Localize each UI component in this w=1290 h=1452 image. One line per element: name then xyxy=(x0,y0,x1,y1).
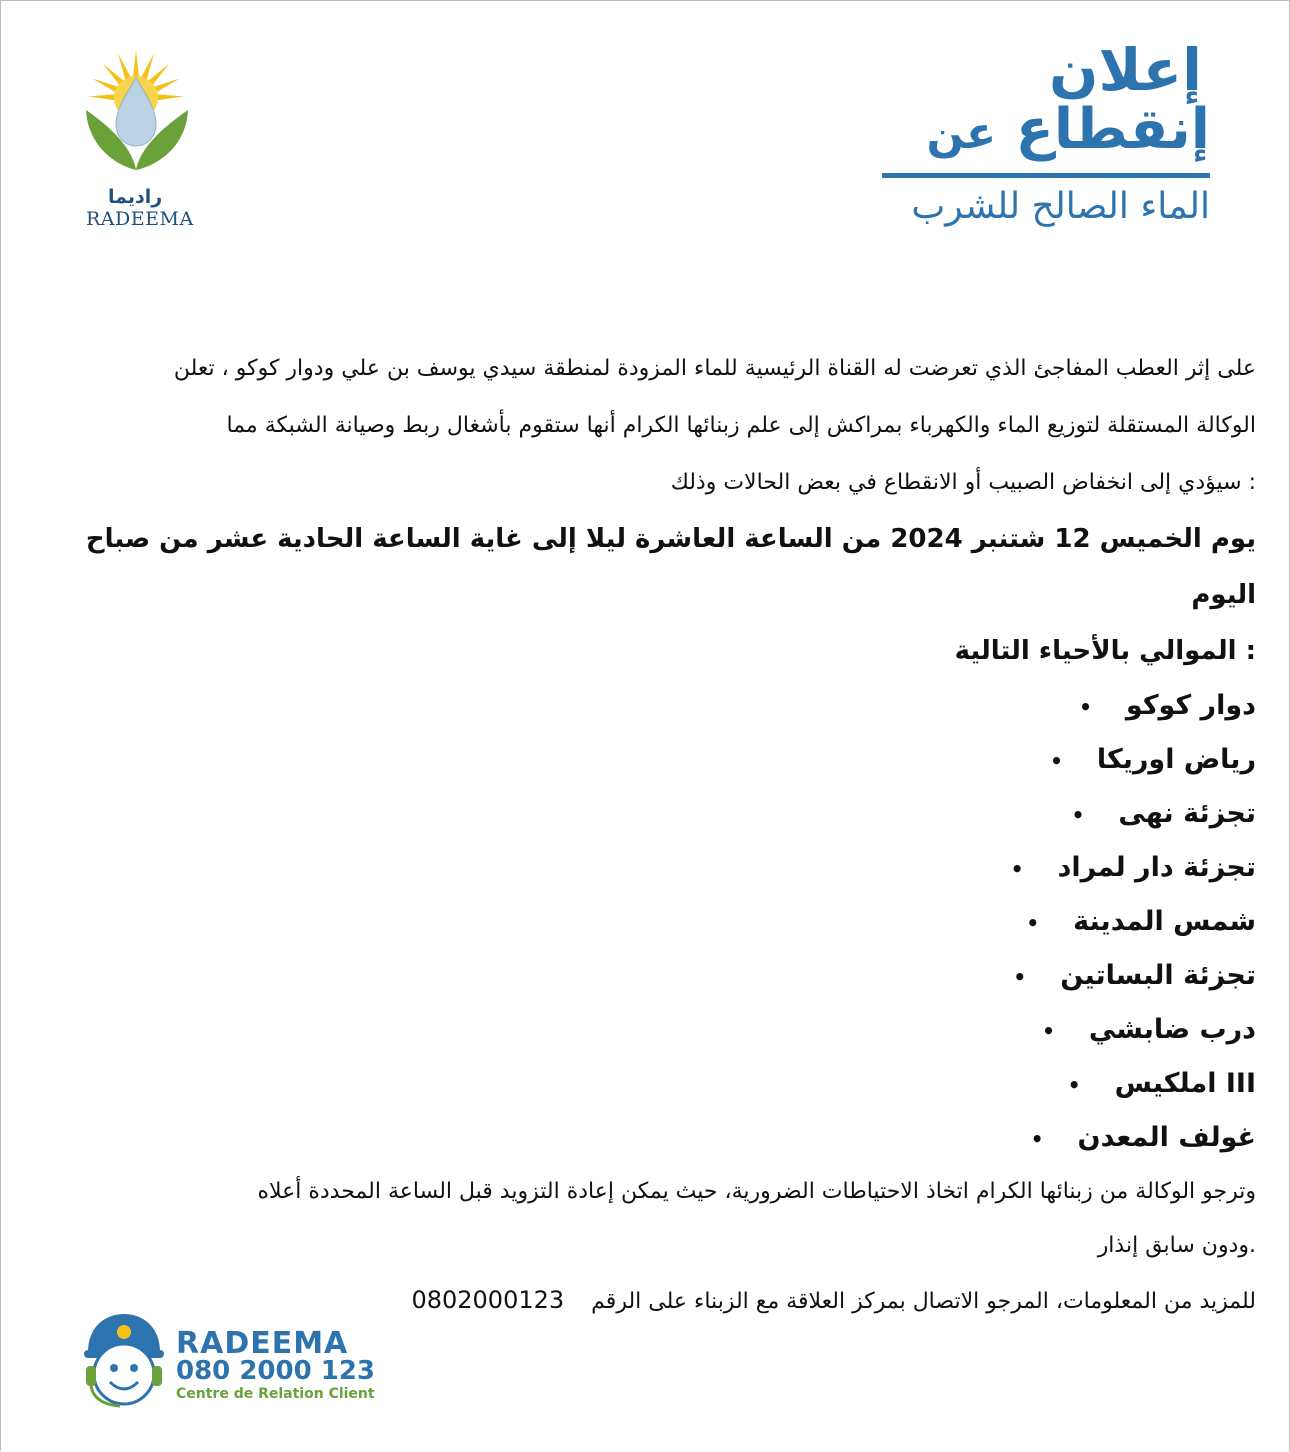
list-item xyxy=(76,679,1256,733)
bullet-icon: • xyxy=(1026,910,1040,935)
radeema-logo xyxy=(78,48,198,238)
bullet-icon: • xyxy=(1079,694,1092,719)
bullet-icon: • xyxy=(1030,1126,1044,1151)
neighborhood-name: دوار كوكو xyxy=(1125,690,1256,721)
schedule-line: يوم الخميس 12 شتنبر 2024 من الساعة العاشرة ليلا إلى غاية الساعة الحادية عشر من صباح اليوم xyxy=(85,524,1256,610)
neighborhood-name: رياض اوريكا xyxy=(1096,744,1256,775)
closing-line: وترجو الوكالة من زبنائها الكرام اتخاذ الاحتياطات الضرورية، حيث يمكن إعادة التزويد قبل الساعة المحددة أعلاه xyxy=(257,1179,1256,1204)
list-item xyxy=(76,733,1256,787)
customer-center-logo xyxy=(80,1312,380,1412)
logo-latin-text: RADEEMA xyxy=(86,208,194,230)
title-announcement: إعلان xyxy=(1048,36,1202,104)
title-interruption xyxy=(880,97,1210,162)
list-item xyxy=(76,1111,1256,1165)
list-item xyxy=(76,949,1256,1003)
contact-text: للمزيد من المعلومات، المرجو الاتصال بمركز العلاقة مع الزبناء على الرقم xyxy=(591,1289,1256,1314)
list-item xyxy=(76,1057,1256,1111)
bullet-icon: • xyxy=(1010,856,1024,881)
title-about-word: عن xyxy=(926,108,997,159)
neighborhood-name: III املكيس xyxy=(1114,1068,1256,1099)
title-subject: الماء الصالح للشرب xyxy=(911,186,1210,227)
list-item xyxy=(76,1003,1256,1057)
neighborhood-name: تجزئة نهى xyxy=(1118,798,1256,829)
sun-drop-leaves-icon xyxy=(78,48,198,183)
neighborhood-name: غولف المعدن xyxy=(1077,1122,1256,1153)
neighborhood-name: تجزئة البساتين xyxy=(1060,960,1256,991)
closing-line: .ودون سابق إنذار xyxy=(1097,1233,1256,1258)
intro-line: على إثر العطب المفاجئ الذي تعرضت له القناة الرئيسية للماء المزودة لمنطقة سيدي يوسف بن علي ودوار كوكو ، تعلن xyxy=(173,356,1256,381)
footer-tagline: Centre de Relation Client xyxy=(176,1386,375,1402)
title-interruption-word: إنقطاع xyxy=(1015,97,1210,162)
title-divider xyxy=(882,173,1210,178)
bullet-icon: • xyxy=(1013,964,1027,989)
neighborhood-name: درب ضابشي xyxy=(1088,1014,1256,1045)
neighborhood-list xyxy=(76,679,1256,1165)
list-item xyxy=(76,895,1256,949)
schedule-line: : الموالي بالأحياء التالية xyxy=(954,636,1256,666)
contact-number: 0802000123 xyxy=(411,1286,565,1314)
neighborhood-name: تجزئة دار لمراد xyxy=(1057,852,1256,883)
bullet-icon: • xyxy=(1042,1018,1055,1043)
intro-line: : سيؤدي إلى انخفاض الصبيب أو الانقطاع في بعض الحالات وذلك xyxy=(670,470,1256,495)
announcement-body xyxy=(76,340,1256,1329)
logo-arabic-text: راديما xyxy=(108,186,163,208)
neighborhood-name: شمس المدينة xyxy=(1073,906,1256,937)
bullet-icon: • xyxy=(1071,802,1085,827)
list-item xyxy=(76,841,1256,895)
bullet-icon: • xyxy=(1050,748,1063,773)
intro-line: الوكالة المستقلة لتوزيع الماء والكهرباء بمراكش إلى علم زبنائها الكرام أنها ستقوم بأشغال ربط وصيانة الشبكة مما xyxy=(226,413,1256,438)
announcement-title xyxy=(880,36,1210,162)
mascot-headset-icon xyxy=(80,1312,170,1412)
bullet-icon: • xyxy=(1067,1072,1081,1097)
list-item xyxy=(76,787,1256,841)
footer-phone: 080 2000 123 xyxy=(176,1356,376,1386)
footer-brand: RADEEMA xyxy=(176,1326,349,1361)
